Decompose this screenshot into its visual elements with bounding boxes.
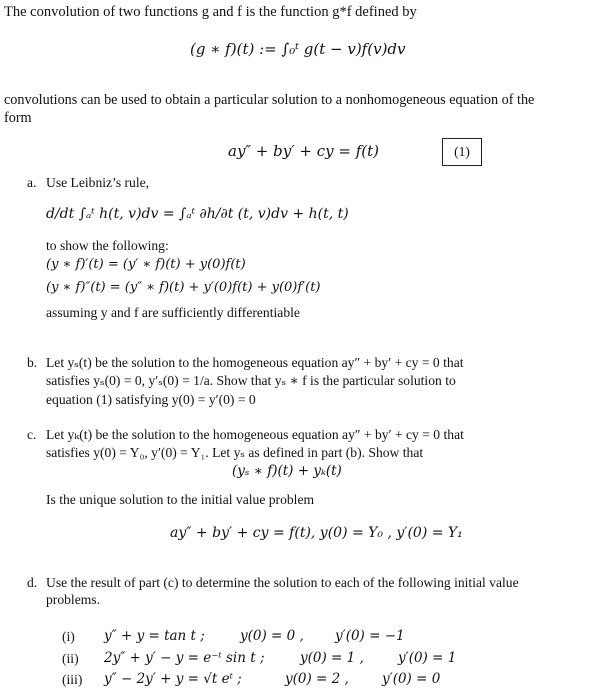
intro-line-3: form xyxy=(4,110,32,126)
intro-line-1: The convolution of two functions g and f is the function g*f defined by xyxy=(4,4,417,20)
problem-iii-ic2: y′(0) = 0 xyxy=(382,671,441,687)
part-b-line-2: satisfies yₛ(0) = 0, y′ₛ(0) = 1/a. Show that yₛ ∗ f is the particular solution to xyxy=(46,373,456,388)
part-c-unique: Is the unique solution to the initial value problem xyxy=(46,492,315,507)
problem-i-ic2: y′(0) = −1 xyxy=(335,628,405,644)
equation-1: ay″ + by′ + cy = f(t) xyxy=(228,142,379,160)
part-a-intro: Use Leibniz’s rule, xyxy=(46,175,150,190)
part-b-label: b. xyxy=(27,355,38,370)
problem-i-ic1: y(0) = 0 , xyxy=(240,628,304,644)
problem-ii-equation: 2y″ + y′ − y = e⁻ᵗ sin t ; xyxy=(104,650,265,666)
part-c-expression: (yₛ ∗ f)(t) + yₖ(t) xyxy=(232,463,342,479)
problem-i-equation: y″ + y = tan t ; xyxy=(104,628,205,644)
part-a-assumption: assuming y and f are sufficiently differentiable xyxy=(46,305,300,320)
intro-line-2: convolutions can be used to obtain a particular solution to a nonhomogeneous equation of the xyxy=(4,92,535,108)
problem-iii-number: (iii) xyxy=(62,672,83,687)
problem-i-number: (i) xyxy=(62,629,75,644)
problem-ii-number: (ii) xyxy=(62,651,79,666)
problem-ii-ic1: y(0) = 1 , xyxy=(300,650,364,666)
part-c-line-1: Let yₖ(t) be the solution to the homogeneous equation ay″ + by′ + cy = 0 that xyxy=(46,427,464,442)
part-a-show: to show the following: xyxy=(46,238,169,253)
problem-iii-equation: y″ − 2y′ + y = √t eᵗ ; xyxy=(104,671,242,687)
convolution-definition: (g ∗ f)(t) := ∫₀ᵗ g(t − v)f(v)dv xyxy=(190,40,406,58)
equation-number-box: (1) xyxy=(442,138,482,166)
part-d-label: d. xyxy=(27,575,38,590)
part-c-ivp: ay″ + by′ + cy = f(t), y(0) = Y₀ , y′(0) = Y₁ xyxy=(170,525,463,541)
problem-ii-ic2: y′(0) = 1 xyxy=(398,650,457,666)
part-c-label: c. xyxy=(27,427,37,442)
part-a-result-2: (y ∗ f)″(t) = (y″ ∗ f)(t) + y′(0)f(t) + y(0)f′(t) xyxy=(46,280,321,295)
part-b-line-1: Let yₛ(t) be the solution to the homogeneous equation ay″ + by′ + cy = 0 that xyxy=(46,355,464,370)
problem-iii-ic1: y(0) = 2 , xyxy=(285,671,349,687)
part-d-line-2: problems. xyxy=(46,592,100,607)
leibniz-rule: d/dt ∫ₐᵗ h(t, v)dv = ∫ₐᵗ ∂h/∂t (t, v)dv + h(t, t) xyxy=(46,206,349,222)
part-c-line-2: satisfies y(0) = Y₀, y′(0) = Y₁. Let yₛ as defined in part (b). Show that xyxy=(46,445,424,460)
part-d-line-1: Use the result of part (c) to determine the solution to each of the following initial value xyxy=(46,575,519,590)
part-a-label: a. xyxy=(27,175,37,190)
part-b-line-3: equation (1) satisfying y(0) = y′(0) = 0 xyxy=(46,392,256,407)
part-a-result-1: (y ∗ f)′(t) = (y′ ∗ f)(t) + y(0)f(t) xyxy=(46,257,246,272)
